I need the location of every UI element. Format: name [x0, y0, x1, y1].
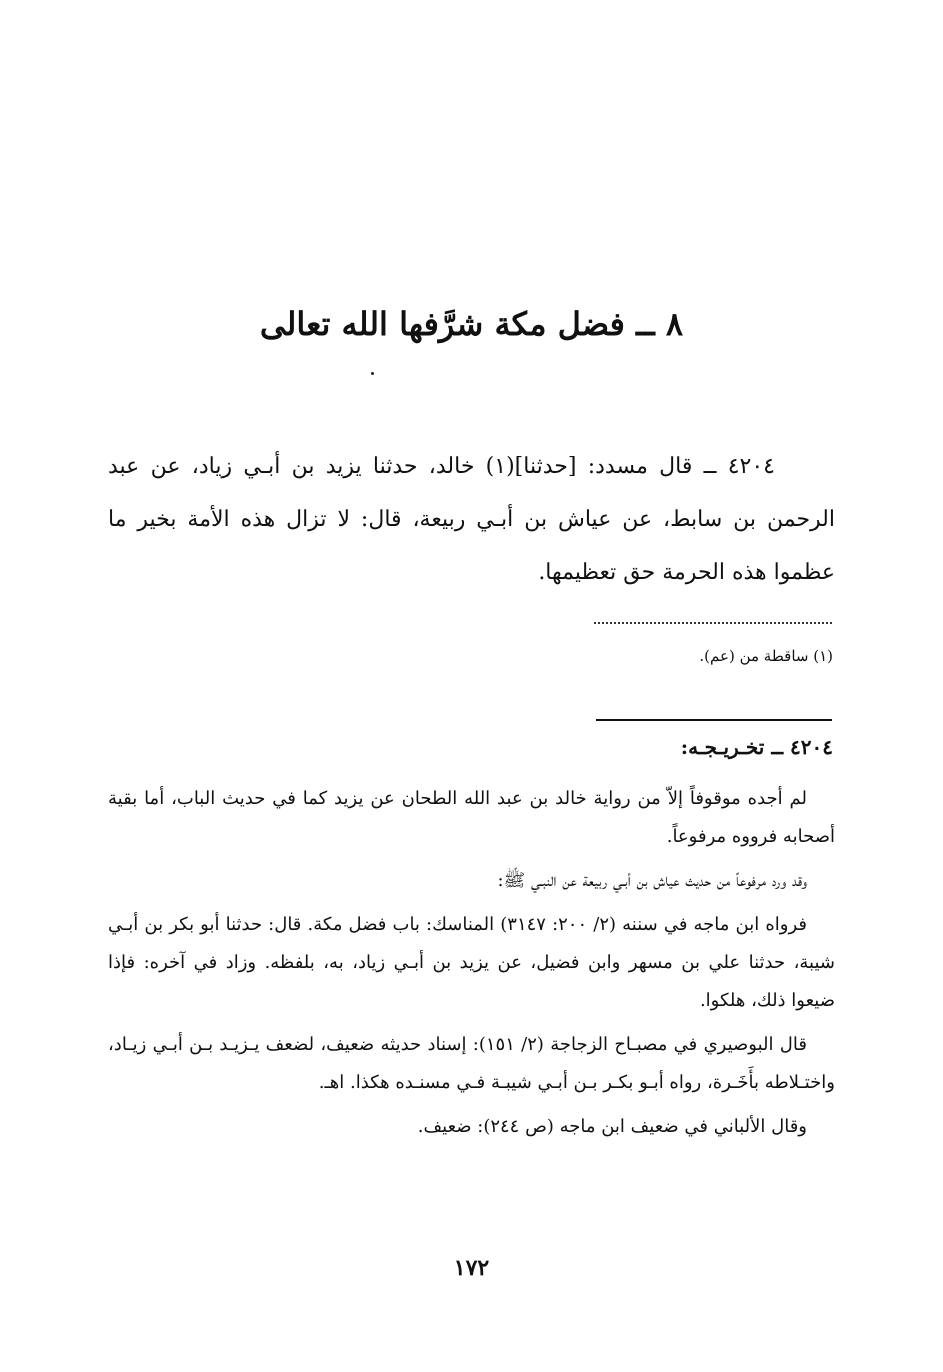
takhrij-paragraph: فرواه ابن ماجه في سننه (٢/ ٢٠٠: ٣١٤٧) المناسك: باب فضل مكة. قال: حدثنا أبو بكر بن أبـي شيبة، حدثنا علي بن مسهر وابن فضيل، عن يزيد بن أبـي زياد، به، بلفظه. وزاد في آخره: فإذا ضيعوا ذلك، هلكوا.: [108, 914, 835, 1011]
hadith-text: [108, 440, 835, 599]
takhrij-heading: ٤٢٠٤ ــ تخـريـجـه:: [680, 735, 833, 759]
takhrij-paragraph: لم أجده موقوفاً إلاّ من رواية خالد بن عبد الله الطحان عن يزيد كما في حديث الباب، أما بقية أصحابه فرووه مرفوعاً.: [108, 788, 835, 847]
chapter-title: ٨ ــ فضل مكة شرَّفها الله تعالى: [259, 305, 684, 343]
takhrij-paragraph: وقد ورد مرفوعاً من حديث عياش بن أبـي ربيعة عن النبـي ﷺ:: [497, 870, 807, 891]
footnote-separator: [594, 622, 832, 624]
hadith-body: عن عبد الرحمن بن سابط، عن عياش بن أبـي ربيعة، قال: لا تزال هذه الأمة بخير ما عظموا هذه الحرمة حق تعظيمها.: [108, 454, 835, 585]
takhrij-paragraph: وقال الألباني في ضعيف ابن ماجه (ص ٢٤٤): ضعيف.: [417, 1116, 807, 1137]
ink-dot: [371, 372, 374, 375]
page-number: ١٧٢: [453, 1255, 490, 1281]
takhrij-paragraph: قال البوصيري في مصبـاح الزجاجة (٢/ ١٥١): إسناد حديثه ضعيف، لضعف يـزيـد بـن أبـي زيـاد، واختـلاطه بأَخَـرة، رواه أبـو بكـر بـن أبـي شيبـة فـي مسنـده هكذا. اهـ.: [108, 1034, 835, 1093]
hadith-first-line: ٤٢٠٤ ــ قال مسدد: [حدثنا](١) خالد، حدثنا يزيد بن أبـي زياد،: [191, 454, 775, 479]
takhrij-separator: [596, 719, 832, 721]
footnote: (١) ساقطة من (عم).: [699, 647, 833, 665]
takhrij-body: [108, 780, 835, 1152]
